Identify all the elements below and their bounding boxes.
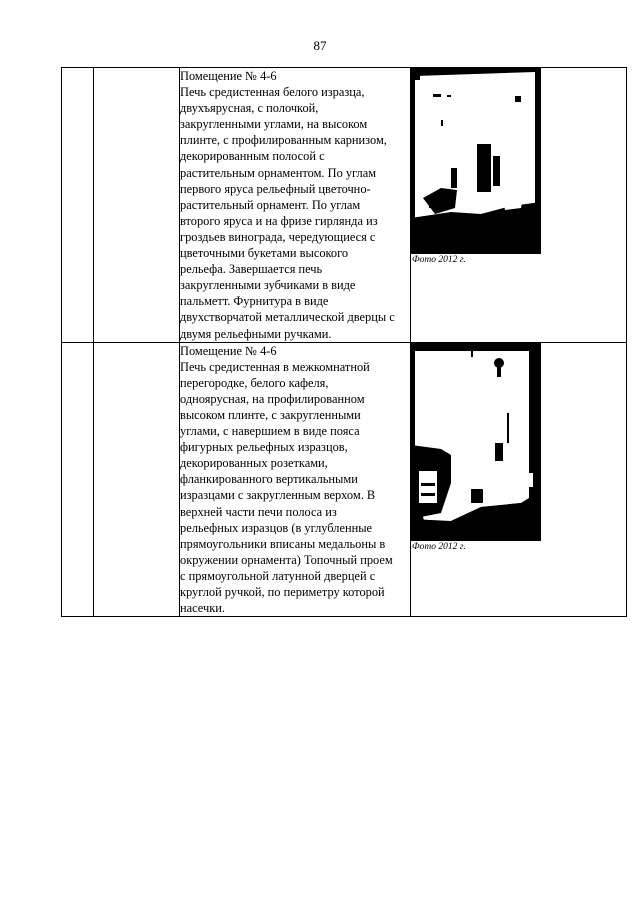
description-line: круглой ручкой, по периметру которой (180, 585, 385, 599)
code-cell (94, 342, 180, 617)
photo-cell (411, 342, 627, 617)
description-line: декорированным полосой с (180, 149, 325, 164)
description-line: второго яруса и на фризе гирлянда из (180, 213, 378, 228)
description-line: фигурных рельефных изразцов, (180, 440, 348, 455)
description-line: декорированных розетками, (180, 456, 328, 471)
description-cell (180, 342, 411, 617)
description-line: насечки. (180, 601, 225, 616)
heritage-table (61, 67, 627, 617)
description-line: плинте, с профилированным карнизом, (180, 133, 387, 148)
stove-photo (411, 343, 541, 541)
description-line: первого яруса рельефный цветочно- (180, 181, 371, 196)
description-line: Печь средистенная в межкомнатной (180, 359, 370, 374)
description-line: растительный орнамент. По углам (180, 197, 361, 212)
table-row (62, 342, 627, 617)
description-line: Печь средистенная белого изразца, (180, 85, 365, 100)
code-cell (94, 68, 180, 343)
description-line: закругленными зубчиками в виде (180, 278, 356, 293)
description-line: перегородке, белого кафеля, (180, 375, 329, 390)
photo-caption: Фото 2012 г. (412, 255, 466, 265)
stove-photo (411, 68, 541, 254)
description-line: двумя рельефными ручками. (180, 326, 332, 341)
description-line: пальметт. Фурнитура в виде (180, 294, 329, 309)
description-line: двухъярусная, с полочкой, (180, 101, 319, 116)
description-line: рельефных изразцов (в углубленные (180, 520, 373, 535)
photo-cell (411, 68, 627, 343)
description-line: прямоугольники вписаны медальоны в (180, 536, 386, 551)
index-cell (62, 68, 94, 343)
description-line: цветочными букетами высокого (180, 246, 349, 261)
description-line: верхней части печи полоса из (180, 504, 337, 519)
description-line: растительным орнаментом. По углам (180, 165, 377, 180)
page-number: 87 (313, 38, 327, 53)
description-line: высоком плинте, с закругленными (180, 407, 361, 422)
description-line: закругленными углами, на высоком (180, 117, 368, 132)
description-line: фланкированного вертикальными (180, 472, 358, 487)
description-line: с прямоугольной латунной дверцей с (180, 568, 376, 583)
description-line: гроздьев винограда, чередующиеся с (180, 229, 376, 244)
description-line: двухстворчатой металлической дверцы с (180, 310, 395, 325)
description-line: Помещение № 4-6 (180, 343, 277, 358)
description-line: одноярусная, на профилированном (180, 391, 365, 406)
description-line: углами, с навершием в виде пояса (180, 424, 360, 439)
table-row (62, 68, 627, 343)
description-line: изразцами с закругленным верхом. В (180, 488, 376, 503)
description-cell (180, 68, 411, 343)
description-line: рельефа. Завершается печь (180, 262, 323, 277)
description-line: Помещение № 4-6 (180, 69, 277, 83)
photo-caption: Фото 2012 г. (412, 541, 466, 552)
description-line: окружении орнамента) Топочный проем (180, 552, 393, 567)
index-cell (62, 342, 94, 617)
